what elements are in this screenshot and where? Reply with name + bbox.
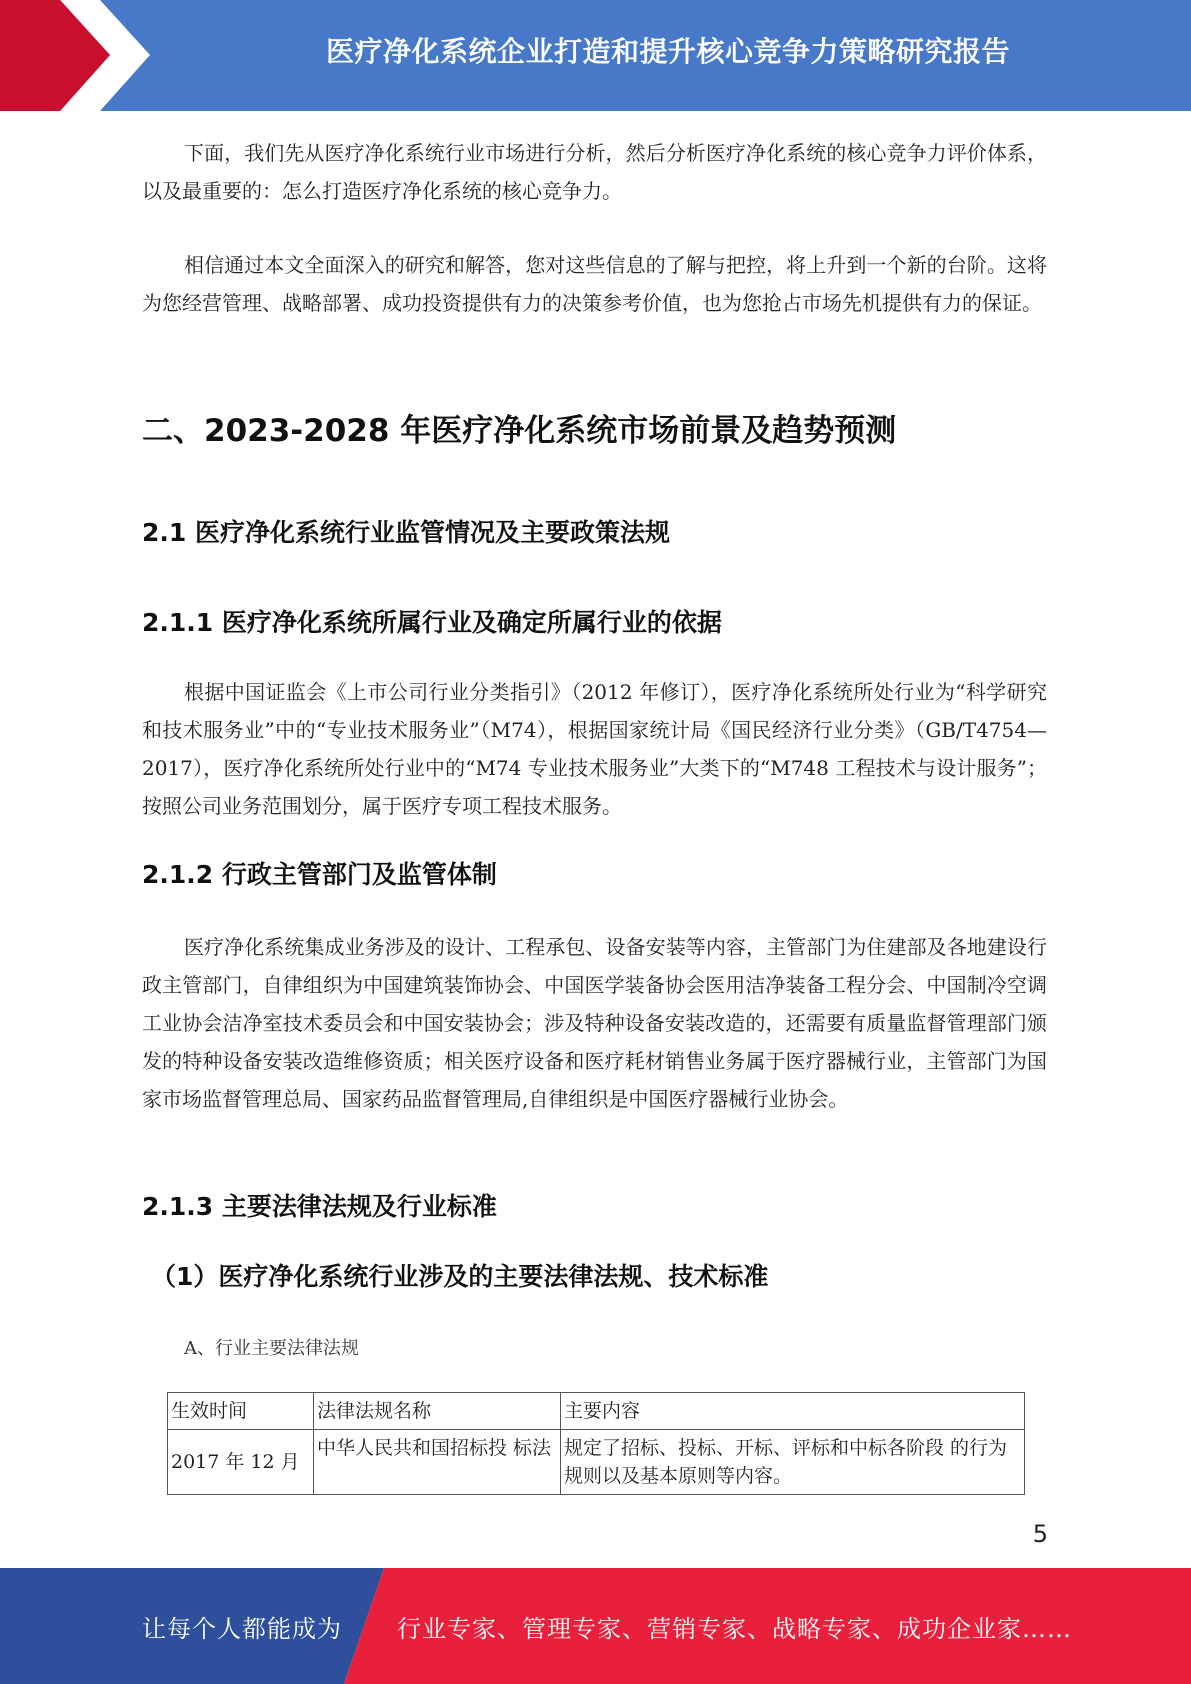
page-footer xyxy=(0,1568,1191,1684)
report-title: 医疗净化系统企业打造和提升核心竞争力策略研究报告 xyxy=(325,35,1010,68)
intro-paragraph-1: 下面，我们先从医疗净化系统行业市场进行分析，然后分析医疗净化系统的核心竞争力评价体系，以及最重要的：怎么打造医疗净化系统的核心竞争力。 xyxy=(142,141,1047,203)
table-header-cell: 生效时间 xyxy=(168,1393,314,1430)
section-2-1-2-text: 医疗净化系统集成业务涉及的设计、工程承包、设备安装等内容，主管部门为住建部及各地建设行政主管部门，自律组织为中国建筑装饰协会、中国医学装备协会医用洁净装备工程分会、中国制冷空调工业协会洁净室技术委员会和中国安装协会；涉及特种设备安装改造的，还需要有质量监督管理部门颁发的特种设备安装改造维修资质；相关医疗设备和医疗耗材销售业务属于医疗器械行业，主管部门为国家市场监督管理总局、国家药品监督管理局,自律组织是中国医疗器械行业协会。 xyxy=(142,935,1047,1111)
table-header-row xyxy=(168,1393,1025,1430)
footer-slogan-left: 让每个人都能成为 xyxy=(142,1614,342,1643)
page-number: 5 xyxy=(1032,1520,1048,1548)
section-2-1-3-heading: 2.1.3 主要法律法规及行业标准 xyxy=(142,1192,497,1221)
section-2-1-2-heading: 2.1.2 行政主管部门及监管体制 xyxy=(142,860,497,889)
table-cell: 2017 年 12 月 xyxy=(168,1430,314,1495)
table-header-cell: 法律法规名称 xyxy=(314,1393,561,1430)
subsection-a-label: A、行业主要法律法规 xyxy=(184,1338,359,1359)
section-2-1-1-text: 根据中国证监会《上市公司行业分类指引》（2012 年修订），医疗净化系统所处行业为“科学研究和技术服务业”中的“专业技术服务业”（M74），根据国家统计局《国民经济行业分类》（GB/T4754—2017），医疗净化系统所处行业中的“M74 专业技术服务业”大类下的“M748 工程技术与设计服务”；按照公司业务范围划分，属于医疗专项工程技术服务。 xyxy=(142,680,1047,818)
section-2-1-heading: 2.1 医疗净化系统行业监管情况及主要政策法规 xyxy=(142,518,670,547)
header-arrow-icon xyxy=(0,0,160,111)
intro-paragraph-2: 相信通过本文全面深入的研究和解答，您对这些信息的了解与把控，将上升到一个新的台阶。这将为您经营管理、战略部署、成功投资提供有力的决策参考价值，也为您抢占市场先机提供有力的保证。 xyxy=(142,253,1047,315)
table-header-cell: 主要内容 xyxy=(561,1393,1025,1430)
table-cell: 中华人民共和国招标投 标法 xyxy=(314,1430,561,1495)
table-row xyxy=(168,1430,1025,1495)
footer-slogan-right: 行业专家、管理专家、营销专家、战略专家、成功企业家…… xyxy=(397,1614,1072,1643)
page-header xyxy=(0,0,1191,111)
section-2-1-1-heading: 2.1.1 医疗净化系统所属行业及确定所属行业的依据 xyxy=(142,608,722,637)
subsection-1-heading: （1）医疗净化系统行业涉及的主要法律法规、技术标准 xyxy=(151,1262,769,1291)
table-cell: 规定了招标、投标、开标、评标和中标各阶段 的行为规则以及基本原则等内容。 xyxy=(561,1430,1025,1495)
laws-table xyxy=(167,1392,1025,1495)
section-2-heading: 二、2023-2028 年医疗净化系统市场前景及趋势预测 xyxy=(142,413,897,449)
